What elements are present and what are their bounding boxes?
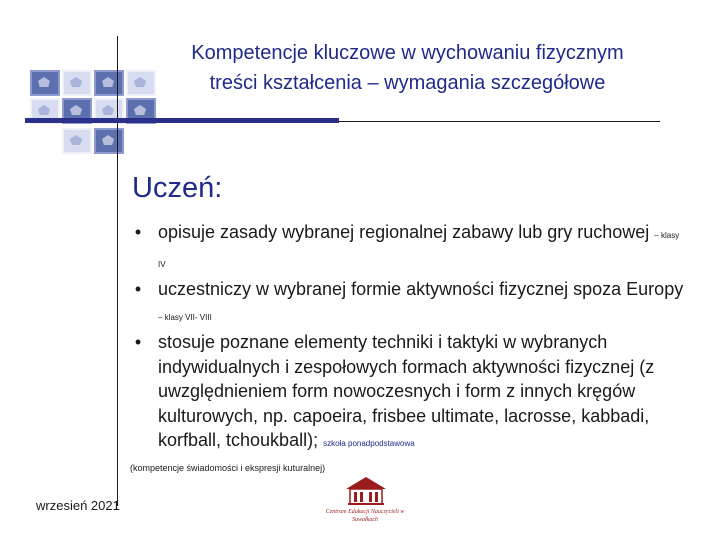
title-underline-line (339, 121, 660, 122)
bullet-icon: • (134, 332, 142, 352)
grade-tag: szkoła ponadpodstawowa (323, 439, 415, 448)
institution-logo (315, 470, 415, 530)
school-building-logo-icon (345, 476, 387, 506)
section-heading: Uczeń: (132, 172, 223, 204)
tile-icon (30, 70, 60, 96)
list-item (128, 277, 688, 330)
bullet-icon: • (134, 222, 142, 242)
bullet-icon: • (134, 279, 142, 299)
title-underline-bar (25, 118, 339, 123)
title-line-2: treści kształcenia – wymagania szczegółowe (209, 72, 606, 94)
list-item (128, 220, 688, 277)
footer-date: wrzesień 2021 (36, 498, 120, 513)
bullet-text: stosuje poznane elementy techniki i taktyki w wybranych indywidualnych i zespołowych formach aktywności fizycznej (z uwzględnieniem form nowoczesnych i form z innych kręgów kulturowych, np. capoeira, frisbee ultimate, lacrosse, kabbadi, korfball, tchoukball); (158, 332, 655, 450)
grade-tag: – klasy IV (158, 231, 680, 269)
tile-icon (94, 128, 124, 154)
vertical-divider (117, 36, 118, 506)
list-item (128, 330, 688, 457)
tile-icon (62, 128, 92, 154)
competence-note: (kompetencje świadomości i ekspresji kuturalnej) (130, 463, 326, 473)
grade-tag: – klasy VII- VIII (158, 312, 212, 322)
bullet-list (128, 220, 688, 457)
slide-title (135, 38, 680, 98)
bullet-text: opisuje zasady wybranej regionalnej zabawy lub gry ruchowej (158, 222, 650, 242)
bullet-text: uczestniczy w wybranej formie aktywności fizycznej spoza Europy (158, 279, 684, 299)
logo-text: Centrum Edukacji Nauczycieli w Suwałkach (325, 509, 405, 523)
tile-icon (94, 70, 124, 96)
tile-icon (62, 70, 92, 96)
title-line-1: Kompetencje kluczowe w wychowaniu fizycznym (191, 42, 624, 64)
